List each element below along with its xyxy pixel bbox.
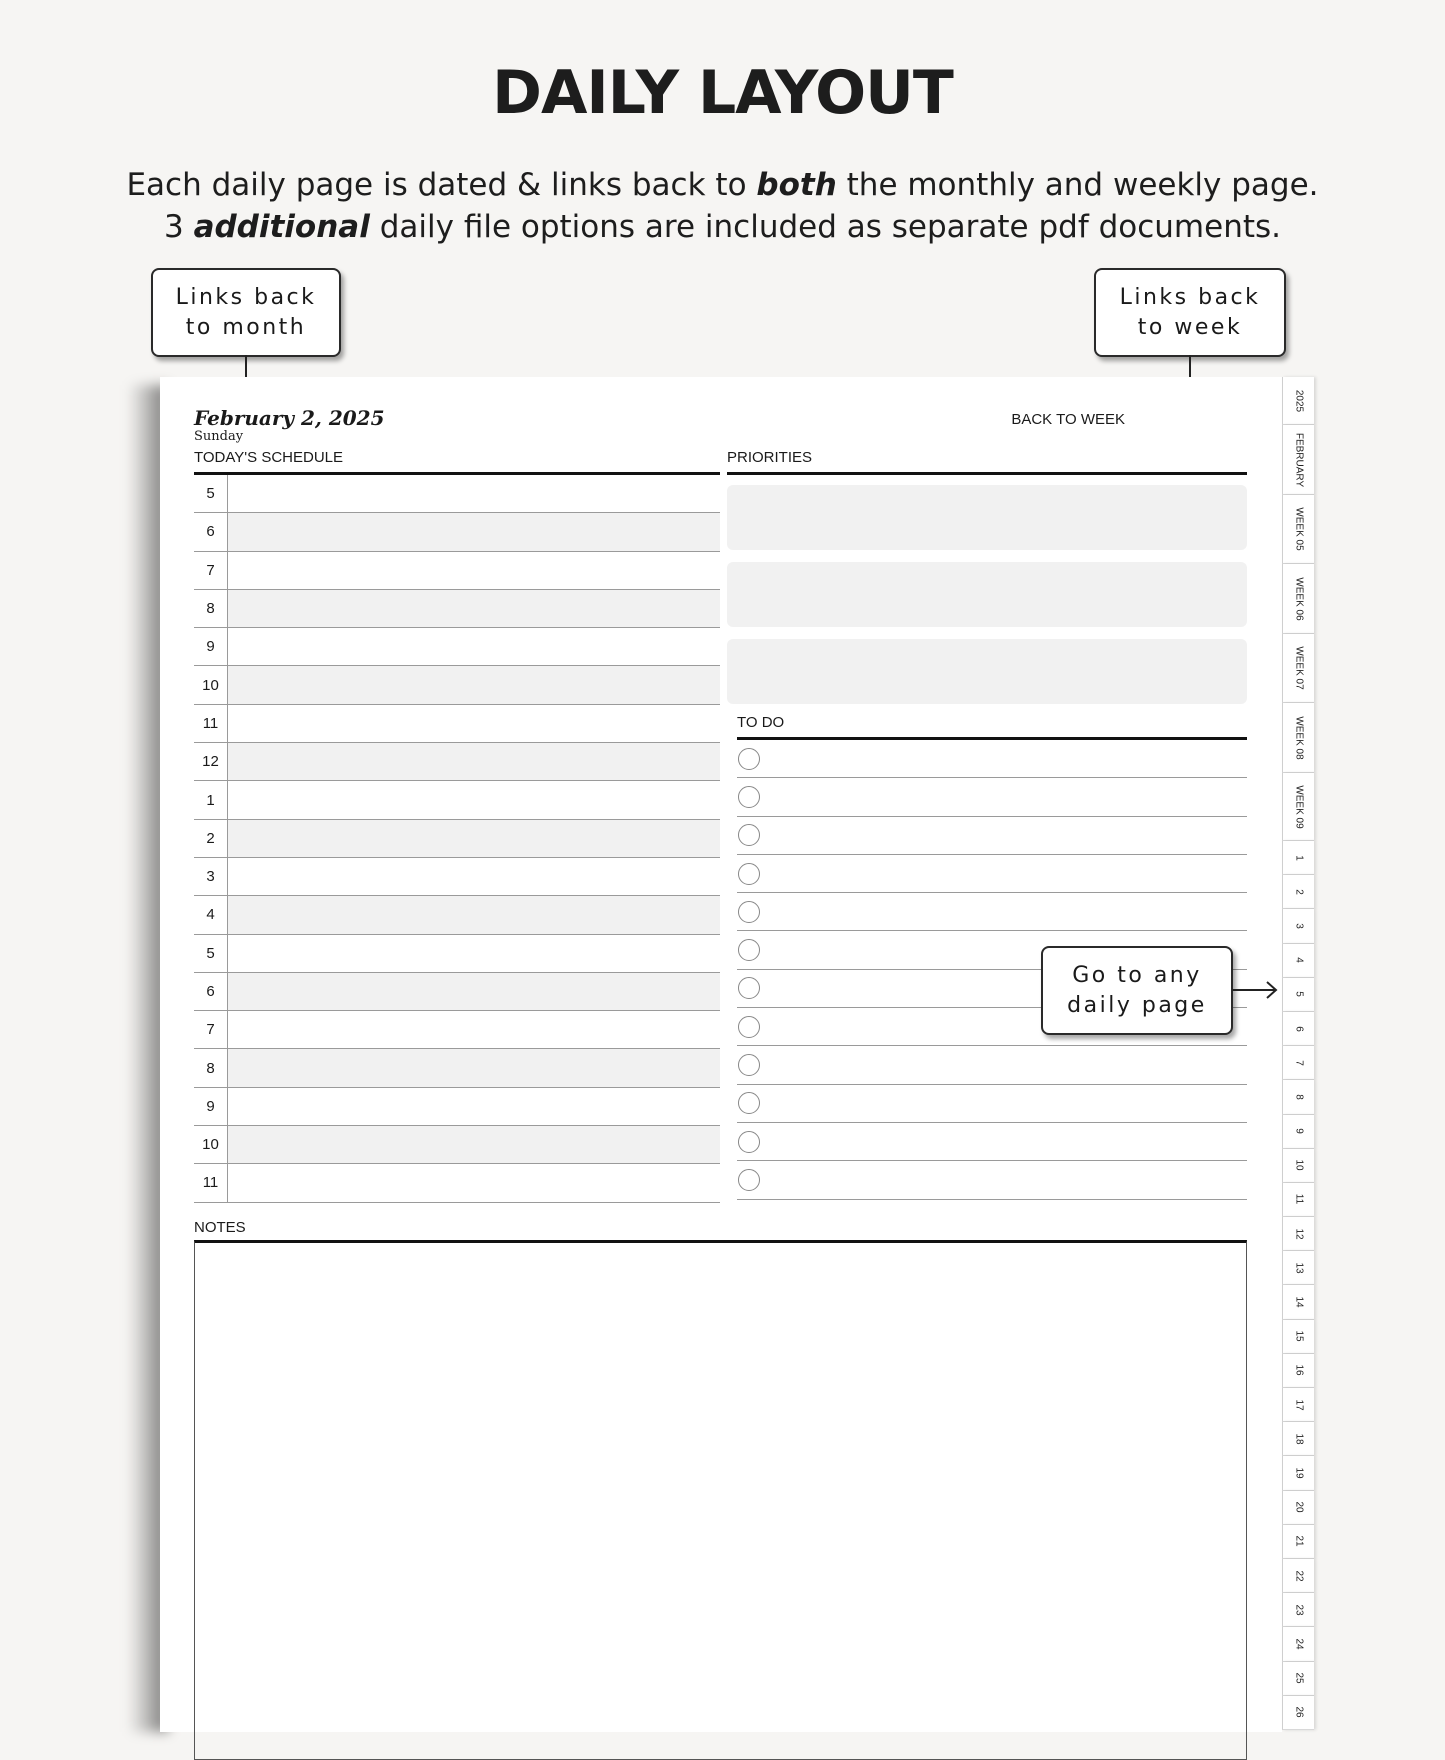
hour-label: 12 xyxy=(194,743,228,780)
hour-label: 11 xyxy=(194,705,228,742)
side-tab[interactable] xyxy=(1282,1080,1314,1114)
checkbox-circle-icon[interactable] xyxy=(738,901,760,923)
hour-label: 8 xyxy=(194,590,228,627)
hour-label: 10 xyxy=(194,666,228,703)
side-tab[interactable] xyxy=(1282,773,1314,841)
schedule-slot[interactable] xyxy=(228,1126,720,1163)
todo-label: TO DO xyxy=(737,714,785,731)
schedule-slot[interactable] xyxy=(228,705,720,742)
callout-daily: Go to any daily page xyxy=(1041,946,1233,1035)
hour-label: 9 xyxy=(194,1088,228,1125)
side-tab-label: 19 xyxy=(1293,1467,1304,1479)
schedule-slot[interactable] xyxy=(228,743,720,780)
checkbox-circle-icon[interactable] xyxy=(738,1016,760,1038)
schedule-row[interactable] xyxy=(194,1088,720,1126)
hour-label: 6 xyxy=(194,973,228,1010)
side-tab-label: 12 xyxy=(1293,1228,1304,1240)
side-tab[interactable] xyxy=(1282,495,1314,564)
side-tab[interactable] xyxy=(1282,1559,1314,1593)
hour-label: 2 xyxy=(194,820,228,857)
side-tab[interactable] xyxy=(1282,1012,1314,1046)
side-tab[interactable] xyxy=(1282,564,1314,634)
checkbox-circle-icon[interactable] xyxy=(738,939,760,961)
schedule-row[interactable] xyxy=(194,590,720,628)
schedule-row[interactable] xyxy=(194,743,720,781)
side-tab[interactable] xyxy=(1282,1183,1314,1217)
side-tab-label: 26 xyxy=(1293,1706,1304,1718)
side-tab-label: 2 xyxy=(1293,889,1304,895)
side-tab-label: 6 xyxy=(1293,1025,1304,1032)
schedule-row[interactable] xyxy=(194,896,720,934)
schedule-slot[interactable] xyxy=(228,552,720,589)
description-line-2: 3 additional daily file options are included as separate pdf documents. xyxy=(163,209,1281,245)
schedule-slot[interactable] xyxy=(228,820,720,857)
hour-label: 8 xyxy=(194,1049,228,1086)
priority-field[interactable] xyxy=(727,639,1247,704)
hour-label: 5 xyxy=(194,475,228,512)
side-tab[interactable] xyxy=(1282,1456,1314,1490)
side-tab-label: WEEK 07 xyxy=(1293,646,1304,690)
schedule-label: TODAY'S SCHEDULE xyxy=(194,449,344,466)
side-tab-label: WEEK 05 xyxy=(1293,507,1304,551)
schedule-row[interactable] xyxy=(194,552,720,590)
side-tab[interactable] xyxy=(1282,1320,1314,1354)
schedule-row[interactable] xyxy=(194,820,720,858)
side-tab-label: WEEK 09 xyxy=(1293,784,1304,829)
hour-label: 10 xyxy=(194,1126,228,1163)
notes-label: NOTES xyxy=(194,1219,246,1236)
hour-label: 9 xyxy=(194,628,228,665)
schedule-row[interactable] xyxy=(194,858,720,896)
todo-item[interactable] xyxy=(737,740,1247,778)
schedule-row[interactable] xyxy=(194,475,720,513)
todo-item[interactable] xyxy=(737,855,1247,893)
checkbox-circle-icon[interactable] xyxy=(738,1092,760,1114)
page-weekday: Sunday xyxy=(194,429,244,444)
schedule-slot[interactable] xyxy=(228,1049,720,1086)
side-tab[interactable] xyxy=(1282,1046,1314,1080)
schedule-slot[interactable] xyxy=(228,1164,720,1201)
side-tab-label: 3 xyxy=(1293,923,1304,929)
todo-item[interactable] xyxy=(737,1123,1247,1161)
checkbox-circle-icon[interactable] xyxy=(738,786,760,808)
side-tab[interactable] xyxy=(1282,634,1314,703)
side-tab-label: 23 xyxy=(1293,1604,1304,1616)
schedule-slot[interactable] xyxy=(228,896,720,933)
todo-item[interactable] xyxy=(737,778,1247,816)
page-title: DAILY LAYOUT xyxy=(492,58,953,128)
side-tab-label: 14 xyxy=(1293,1296,1304,1308)
schedule-row[interactable] xyxy=(194,1164,720,1202)
side-tab-label: 18 xyxy=(1293,1433,1304,1445)
schedule-slot[interactable] xyxy=(228,628,720,665)
side-tab-label: 22 xyxy=(1293,1569,1304,1582)
schedule-slot[interactable] xyxy=(228,1088,720,1125)
schedule-slot[interactable] xyxy=(228,513,720,550)
side-tab-label: 15 xyxy=(1293,1330,1304,1342)
callout-week: Links back to week xyxy=(1094,268,1286,357)
side-tab[interactable] xyxy=(1282,841,1314,875)
side-tab-label: 11 xyxy=(1293,1194,1304,1205)
schedule-slot[interactable] xyxy=(228,935,720,972)
schedule-row[interactable] xyxy=(194,705,720,743)
side-tab-label: 1 xyxy=(1293,854,1304,861)
side-tab[interactable] xyxy=(1282,703,1314,773)
side-tab[interactable] xyxy=(1282,1593,1314,1627)
page-date: February 2, 2025 xyxy=(194,406,385,430)
side-tab[interactable] xyxy=(1282,1491,1314,1525)
priorities-label: PRIORITIES xyxy=(727,449,813,466)
side-tab[interactable] xyxy=(1282,1149,1314,1183)
schedule-slot[interactable] xyxy=(228,1011,720,1048)
todo-item[interactable] xyxy=(737,1046,1247,1084)
side-tab-label: 5 xyxy=(1293,991,1304,998)
arrow-right-icon xyxy=(1232,978,1280,1002)
side-tab-label: 17 xyxy=(1293,1399,1304,1411)
schedule-slot[interactable] xyxy=(228,590,720,627)
side-tab[interactable] xyxy=(1282,1388,1314,1422)
side-tab-label: 2025 xyxy=(1293,389,1304,412)
side-tab-label: FEBRUARY xyxy=(1293,432,1304,487)
schedule-slot[interactable] xyxy=(228,475,720,512)
side-tab[interactable] xyxy=(1282,1696,1314,1730)
side-tab[interactable] xyxy=(1282,1251,1314,1285)
back-to-week-link[interactable]: BACK TO WEEK xyxy=(1011,411,1125,428)
schedule-slot[interactable] xyxy=(228,781,720,818)
planner-page xyxy=(160,377,1282,1732)
schedule-row[interactable] xyxy=(194,1049,720,1087)
schedule-row[interactable] xyxy=(194,1011,720,1049)
todo-item[interactable] xyxy=(737,893,1247,931)
schedule-row[interactable] xyxy=(194,973,720,1011)
hour-label: 7 xyxy=(194,1011,228,1048)
side-tab-label: 21 xyxy=(1293,1535,1304,1547)
priority-field[interactable] xyxy=(727,562,1247,627)
side-tab-label: 4 xyxy=(1293,957,1304,963)
side-tab-label: 13 xyxy=(1293,1262,1304,1274)
todo-item[interactable] xyxy=(737,1085,1247,1123)
side-tab-label: 24 xyxy=(1293,1638,1304,1650)
checkbox-circle-icon[interactable] xyxy=(738,748,760,770)
side-tab-label: 25 xyxy=(1293,1672,1304,1684)
side-tab[interactable] xyxy=(1282,377,1314,425)
checkbox-circle-icon[interactable] xyxy=(738,824,760,846)
side-tab[interactable] xyxy=(1282,978,1314,1012)
hour-label: 3 xyxy=(194,858,228,895)
schedule-slot[interactable] xyxy=(228,973,720,1010)
schedule-row[interactable] xyxy=(194,513,720,551)
side-tab-label: WEEK 06 xyxy=(1293,576,1304,621)
hour-label: 11 xyxy=(194,1164,228,1201)
schedule-slot[interactable] xyxy=(228,666,720,703)
schedule-row[interactable] xyxy=(194,781,720,819)
priority-field[interactable] xyxy=(727,485,1247,550)
priorities-rule xyxy=(727,472,1247,475)
side-tab-bar xyxy=(1282,377,1314,1730)
side-tab-label: WEEK 08 xyxy=(1293,715,1304,760)
checkbox-circle-icon[interactable] xyxy=(738,1169,760,1191)
todo-item[interactable] xyxy=(737,1161,1247,1199)
schedule-row[interactable] xyxy=(194,666,720,704)
notes-field[interactable] xyxy=(194,1240,1247,1760)
side-tab-label: 10 xyxy=(1293,1159,1304,1171)
side-tab[interactable] xyxy=(1282,944,1314,978)
hour-label: 1 xyxy=(194,781,228,818)
side-tab-label: 20 xyxy=(1293,1501,1304,1513)
checkbox-circle-icon[interactable] xyxy=(738,863,760,885)
side-tab[interactable] xyxy=(1282,875,1314,909)
side-tab[interactable] xyxy=(1282,1217,1314,1251)
schedule-row[interactable] xyxy=(194,1126,720,1164)
hour-label: 4 xyxy=(194,896,228,933)
schedule-row[interactable] xyxy=(194,628,720,666)
callout-month: Links back to month xyxy=(151,268,341,357)
side-tab[interactable] xyxy=(1282,1354,1314,1388)
description xyxy=(0,164,1445,248)
hour-label: 5 xyxy=(194,935,228,972)
hour-label: 6 xyxy=(194,513,228,550)
side-tab[interactable] xyxy=(1282,1525,1314,1559)
side-tab-label: 9 xyxy=(1293,1128,1304,1134)
side-tab[interactable] xyxy=(1282,1662,1314,1696)
side-tab[interactable] xyxy=(1282,909,1314,943)
checkbox-circle-icon[interactable] xyxy=(738,1131,760,1153)
todo-item[interactable] xyxy=(737,817,1247,855)
side-tab-label: 8 xyxy=(1293,1094,1304,1100)
side-tab-label: 7 xyxy=(1293,1059,1304,1066)
schedule-slot[interactable] xyxy=(228,858,720,895)
checkbox-circle-icon[interactable] xyxy=(738,977,760,999)
side-tab[interactable] xyxy=(1282,1422,1314,1456)
hour-label: 7 xyxy=(194,552,228,589)
side-tab[interactable] xyxy=(1282,1115,1314,1149)
checkbox-circle-icon[interactable] xyxy=(738,1054,760,1076)
side-tab[interactable] xyxy=(1282,1285,1314,1319)
side-tab-label: 16 xyxy=(1293,1364,1304,1376)
schedule-list xyxy=(194,475,720,1203)
side-tab[interactable] xyxy=(1282,425,1314,495)
side-tab[interactable] xyxy=(1282,1627,1314,1661)
schedule-row[interactable] xyxy=(194,935,720,973)
description-line-1: Each daily page is dated & links back to both the monthly and weekly page. xyxy=(126,167,1319,203)
